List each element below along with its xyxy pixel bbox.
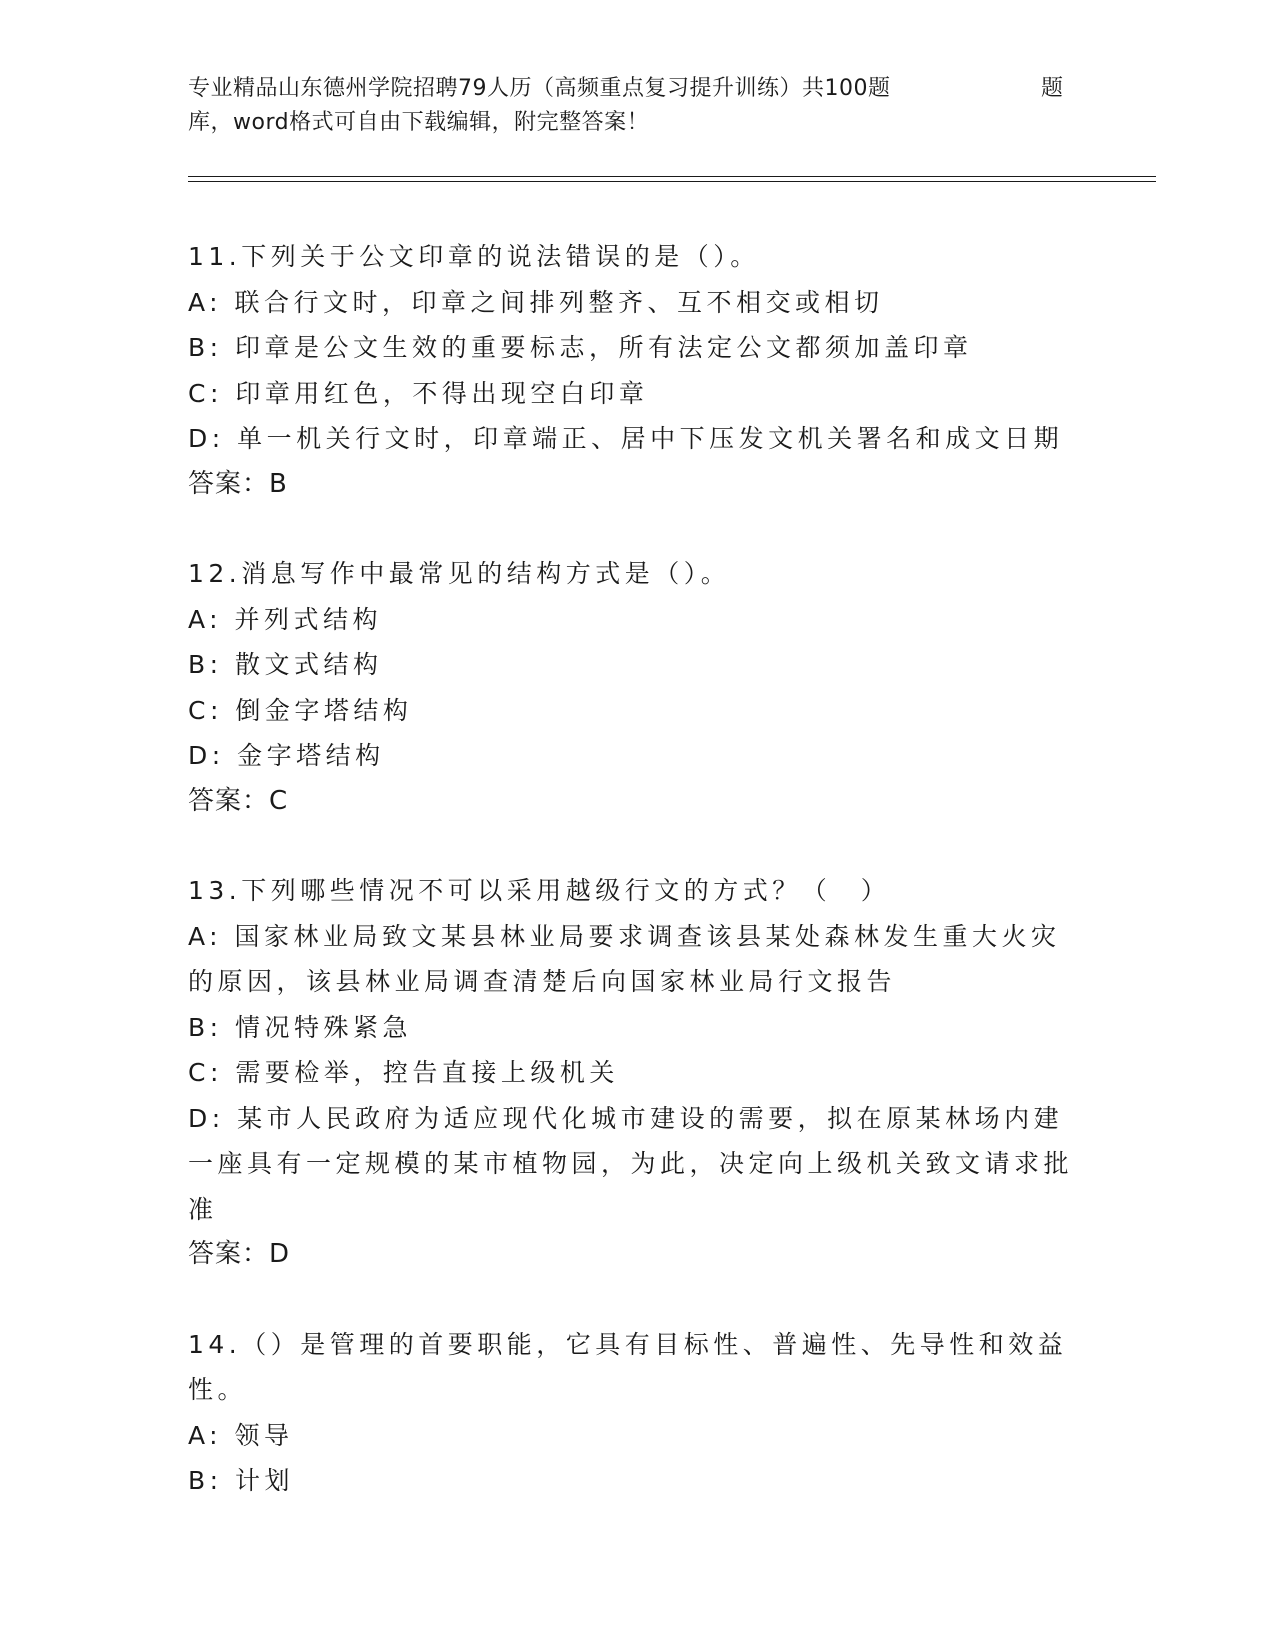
header-title-line1-tail: 题 xyxy=(1041,76,1064,101)
question-stem: 12.消息写作中最常见的结构方式是（）。 xyxy=(188,559,731,588)
header-divider-top xyxy=(188,176,1156,177)
option-a: A: 领导 xyxy=(188,1420,294,1450)
option-b: B: 情况特殊紧急 xyxy=(188,1012,413,1042)
question-stem: 14.（）是管理的首要职能，它具有目标性、普遍性、先导性和效益性。 xyxy=(188,1329,1068,1404)
option-a: A: 联合行文时，印章之间排列整齐、互不相交或相切 xyxy=(188,287,884,317)
option-b: B: 印章是公文生效的重要标志，所有法定公文都须加盖印章 xyxy=(188,333,973,362)
option-a: A: 并列式结构 xyxy=(188,604,383,634)
option-b: B: 散文式结构 xyxy=(188,650,383,679)
answer-text: 答案：C xyxy=(188,785,289,816)
question-list xyxy=(188,234,1088,1548)
option-a: A: 国家林业局致文某县林业局要求调查该县某处森林发生重大火灾的原因，该县林业局调查清楚后向国家林业局行文报告 xyxy=(188,921,1061,996)
question-14 xyxy=(188,1322,1088,1504)
question-stem: 13.下列哪些情况不可以采用越级行文的方式？（ ） xyxy=(188,876,891,905)
header-divider-bottom xyxy=(188,181,1156,182)
option-d: D: 金字塔结构 xyxy=(188,741,385,770)
option-c: C: 倒金字塔结构 xyxy=(188,695,413,725)
document-header xyxy=(188,72,1108,140)
question-11 xyxy=(188,234,1088,507)
question-13 xyxy=(188,868,1088,1278)
question-stem: 11.下列关于公文印章的说法错误的是（）。 xyxy=(188,242,760,271)
option-c: C: 印章用红色，不得出现空白印章 xyxy=(188,378,649,408)
option-b: B: 计划 xyxy=(188,1466,295,1495)
question-12 xyxy=(188,551,1088,824)
answer-text: 答案：D xyxy=(188,1239,291,1269)
option-d: D: 某市人民政府为适应现代化城市建设的需要，拟在原某林场内建一座具有一定规模的某市植物园，为此，决定向上级机关致文请求批准 xyxy=(188,1103,1074,1224)
option-c: C: 需要检举，控告直接上级机关 xyxy=(188,1058,619,1087)
answer-text: 答案：B xyxy=(188,468,288,499)
header-title-line1: 专业精品山东德州学院招聘79人历（高频重点复习提升训练）共100题 xyxy=(188,76,891,101)
header-line-1 xyxy=(188,72,1108,106)
header-title-line2: 库，word格式可自由下载编辑，附完整答案！ xyxy=(188,110,650,135)
option-d: D: 单一机关行文时，印章端正、居中下压发文机关署名和成文日期 xyxy=(188,424,1064,453)
